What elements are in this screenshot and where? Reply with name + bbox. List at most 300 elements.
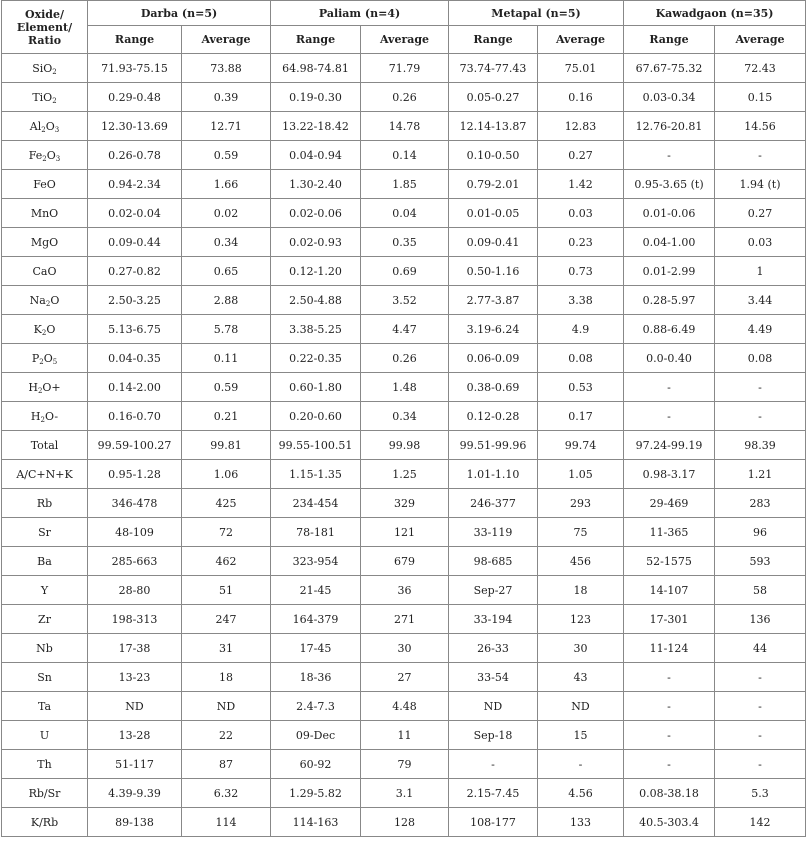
range-cell: 0.05-0.27 xyxy=(449,83,538,112)
row-label-subscript: 3 xyxy=(54,125,60,134)
row-label xyxy=(2,286,88,315)
row-label-text: Na xyxy=(29,293,46,307)
row-label xyxy=(2,344,88,373)
average-cell: 0.15 xyxy=(715,83,806,112)
row-label-text: Zr xyxy=(38,612,51,626)
table-row xyxy=(2,402,806,431)
range-cell: 21-45 xyxy=(271,576,361,605)
table-row xyxy=(2,54,806,83)
range-cell: 13-28 xyxy=(88,721,182,750)
group-header-kawadgaon: Kawadgaon (n=35) xyxy=(624,1,806,26)
range-cell: 0.20-0.60 xyxy=(271,402,361,431)
row-label xyxy=(2,54,88,83)
average-cell: 15 xyxy=(538,721,624,750)
range-header: Range xyxy=(624,26,715,54)
row-label-text: Y xyxy=(40,583,49,597)
row-label-text: Sn xyxy=(37,670,52,684)
average-cell: 133 xyxy=(538,808,624,837)
range-cell: Sep-18 xyxy=(449,721,538,750)
average-cell: 1.48 xyxy=(361,373,449,402)
range-cell: 0.22-0.35 xyxy=(271,344,361,373)
average-cell: - xyxy=(715,402,806,431)
average-cell: 3.38 xyxy=(538,286,624,315)
average-cell: 293 xyxy=(538,489,624,518)
average-cell: 75.01 xyxy=(538,54,624,83)
average-cell: 30 xyxy=(538,634,624,663)
range-header: Range xyxy=(449,26,538,54)
geochemistry-table xyxy=(1,0,806,837)
range-cell: 09-Dec xyxy=(271,721,361,750)
table-row xyxy=(2,286,806,315)
row-label-text: Ta xyxy=(37,699,52,713)
row-label-subscript: 2 xyxy=(39,357,44,366)
group-header-darba: Darba (n=5) xyxy=(88,1,271,26)
range-cell: 28-80 xyxy=(88,576,182,605)
average-cell: 27 xyxy=(361,663,449,692)
range-cell: 0.04-1.00 xyxy=(624,228,715,257)
average-cell: 114 xyxy=(182,808,271,837)
average-cell: 4.48 xyxy=(361,692,449,721)
range-cell: 2.15-7.45 xyxy=(449,779,538,808)
range-cell: 97.24-99.19 xyxy=(624,431,715,460)
row-label-text: FeO xyxy=(33,177,56,191)
average-cell: 0.04 xyxy=(361,199,449,228)
table-body xyxy=(2,54,806,837)
range-cell: 0.28-5.97 xyxy=(624,286,715,315)
row-label-text: Nb xyxy=(36,641,53,655)
row-label xyxy=(2,518,88,547)
row-label-text: Ba xyxy=(37,554,52,568)
row-label-text: Th xyxy=(37,757,52,771)
range-cell: 17-45 xyxy=(271,634,361,663)
average-cell: 0.35 xyxy=(361,228,449,257)
average-cell: 4.9 xyxy=(538,315,624,344)
average-cell: 1.42 xyxy=(538,170,624,199)
range-cell: 0.04-0.94 xyxy=(271,141,361,170)
range-cell: 0.79-2.01 xyxy=(449,170,538,199)
average-cell: 98.39 xyxy=(715,431,806,460)
average-cell: 1 xyxy=(715,257,806,286)
group-header-metapal: Metapal (n=5) xyxy=(449,1,624,26)
range-cell: - xyxy=(624,692,715,721)
row-label-text: O xyxy=(46,322,56,336)
table-row xyxy=(2,518,806,547)
range-cell: 246-377 xyxy=(449,489,538,518)
average-cell: 1.94 (t) xyxy=(715,170,806,199)
range-cell: 0.06-0.09 xyxy=(449,344,538,373)
table-row xyxy=(2,547,806,576)
range-cell: 0.16-0.70 xyxy=(88,402,182,431)
range-cell: 14-107 xyxy=(624,576,715,605)
row-label-text: Fe xyxy=(28,148,43,162)
average-cell: 679 xyxy=(361,547,449,576)
row-label xyxy=(2,402,88,431)
row-label-text: SiO xyxy=(32,61,53,75)
range-cell: 164-379 xyxy=(271,605,361,634)
average-cell: 0.03 xyxy=(538,199,624,228)
average-cell: 73.88 xyxy=(182,54,271,83)
average-cell: 136 xyxy=(715,605,806,634)
range-cell: 114-163 xyxy=(271,808,361,837)
table-row xyxy=(2,373,806,402)
row-label xyxy=(2,170,88,199)
range-cell: 67.67-75.32 xyxy=(624,54,715,83)
average-cell: 142 xyxy=(715,808,806,837)
range-cell: 89-138 xyxy=(88,808,182,837)
range-cell: ND xyxy=(449,692,538,721)
range-cell: 0.27-0.82 xyxy=(88,257,182,286)
row-label xyxy=(2,431,88,460)
row-label-subscript: 2 xyxy=(40,415,45,424)
average-cell: 11 xyxy=(361,721,449,750)
row-label xyxy=(2,547,88,576)
range-cell: 17-301 xyxy=(624,605,715,634)
average-cell: 4.47 xyxy=(361,315,449,344)
range-cell: - xyxy=(624,750,715,779)
row-label-text: K/Rb xyxy=(30,815,59,829)
range-cell: 108-177 xyxy=(449,808,538,837)
average-cell: 0.39 xyxy=(182,83,271,112)
row-label xyxy=(2,605,88,634)
average-cell: 99.74 xyxy=(538,431,624,460)
table-row xyxy=(2,489,806,518)
average-cell: 1.66 xyxy=(182,170,271,199)
range-cell: 73.74-77.43 xyxy=(449,54,538,83)
row-label-text: K xyxy=(33,322,42,336)
row-label-text: CaO xyxy=(32,264,57,278)
range-cell: 2.50-3.25 xyxy=(88,286,182,315)
average-cell: 0.26 xyxy=(361,83,449,112)
average-cell: 43 xyxy=(538,663,624,692)
range-cell: 13.22-18.42 xyxy=(271,112,361,141)
range-cell: 33-54 xyxy=(449,663,538,692)
row-label-text: O xyxy=(43,351,53,365)
row-label-text: Sr xyxy=(38,525,51,539)
average-cell: 14.78 xyxy=(361,112,449,141)
table-row xyxy=(2,460,806,489)
range-cell: 0.29-0.48 xyxy=(88,83,182,112)
average-cell: 14.56 xyxy=(715,112,806,141)
row-label xyxy=(2,141,88,170)
table-row xyxy=(2,721,806,750)
average-cell: 425 xyxy=(182,489,271,518)
range-cell: 0.01-2.99 xyxy=(624,257,715,286)
corner-header: Oxide/ Element/ Ratio xyxy=(2,1,88,54)
range-cell: 12.30-13.69 xyxy=(88,112,182,141)
range-cell: 71.93-75.15 xyxy=(88,54,182,83)
row-label xyxy=(2,692,88,721)
table-row xyxy=(2,83,806,112)
range-cell: 1.29-5.82 xyxy=(271,779,361,808)
table-row xyxy=(2,634,806,663)
row-label xyxy=(2,663,88,692)
average-cell: 99.98 xyxy=(361,431,449,460)
average-cell: 2.88 xyxy=(182,286,271,315)
row-label-text: MnO xyxy=(30,206,59,220)
average-header: Average xyxy=(538,26,624,54)
range-cell: 0.98-3.17 xyxy=(624,460,715,489)
average-cell: 79 xyxy=(361,750,449,779)
range-cell: ND xyxy=(88,692,182,721)
average-cell: 75 xyxy=(538,518,624,547)
row-label-text: H xyxy=(30,409,41,423)
range-cell: 0.02-0.93 xyxy=(271,228,361,257)
average-cell: 96 xyxy=(715,518,806,547)
row-label-text: O xyxy=(45,119,55,133)
average-cell: 5.78 xyxy=(182,315,271,344)
row-label xyxy=(2,228,88,257)
range-cell: 0.50-1.16 xyxy=(449,257,538,286)
average-cell: 4.56 xyxy=(538,779,624,808)
row-label xyxy=(2,721,88,750)
average-cell: 87 xyxy=(182,750,271,779)
average-cell: 30 xyxy=(361,634,449,663)
range-cell: 0.19-0.30 xyxy=(271,83,361,112)
average-cell: 58 xyxy=(715,576,806,605)
average-cell: - xyxy=(715,141,806,170)
range-cell: 29-469 xyxy=(624,489,715,518)
table-row xyxy=(2,199,806,228)
average-cell: 0.17 xyxy=(538,402,624,431)
range-cell: 0.95-1.28 xyxy=(88,460,182,489)
average-cell: 0.03 xyxy=(715,228,806,257)
average-cell: 0.34 xyxy=(361,402,449,431)
range-cell: - xyxy=(624,141,715,170)
range-cell: 0.03-0.34 xyxy=(624,83,715,112)
row-label xyxy=(2,576,88,605)
average-cell: 44 xyxy=(715,634,806,663)
range-cell: - xyxy=(624,721,715,750)
range-cell: 0.10-0.50 xyxy=(449,141,538,170)
average-cell: 0.59 xyxy=(182,141,271,170)
average-cell: 0.65 xyxy=(182,257,271,286)
range-cell: 60-92 xyxy=(271,750,361,779)
row-label-text: Al xyxy=(29,119,42,133)
average-cell: 1.06 xyxy=(182,460,271,489)
average-cell: - xyxy=(538,750,624,779)
range-cell: 51-117 xyxy=(88,750,182,779)
row-label-text: A/C+N+K xyxy=(16,467,73,481)
average-cell: 456 xyxy=(538,547,624,576)
average-cell: 51 xyxy=(182,576,271,605)
range-cell: 52-1575 xyxy=(624,547,715,576)
row-label-text: MgO xyxy=(30,235,59,249)
average-cell: 1.25 xyxy=(361,460,449,489)
row-label-text: O- xyxy=(44,409,59,423)
average-cell: 0.16 xyxy=(538,83,624,112)
table-row xyxy=(2,344,806,373)
range-cell: 234-454 xyxy=(271,489,361,518)
row-label-text: H xyxy=(28,380,38,394)
average-cell: 12.71 xyxy=(182,112,271,141)
average-cell: 12.83 xyxy=(538,112,624,141)
average-cell: 0.23 xyxy=(538,228,624,257)
range-cell: 0.04-0.35 xyxy=(88,344,182,373)
table-row xyxy=(2,663,806,692)
average-cell: - xyxy=(715,692,806,721)
range-cell: 0.38-0.69 xyxy=(449,373,538,402)
row-label xyxy=(2,83,88,112)
table-row xyxy=(2,170,806,199)
range-cell: 0.01-0.06 xyxy=(624,199,715,228)
range-cell: 12.14-13.87 xyxy=(449,112,538,141)
average-cell: 0.27 xyxy=(538,141,624,170)
range-cell: - xyxy=(624,663,715,692)
table-row xyxy=(2,228,806,257)
average-cell: 36 xyxy=(361,576,449,605)
average-cell: 18 xyxy=(538,576,624,605)
range-cell: 3.19-6.24 xyxy=(449,315,538,344)
range-cell: 3.38-5.25 xyxy=(271,315,361,344)
table-row xyxy=(2,605,806,634)
row-label-subscript: 5 xyxy=(52,357,58,366)
range-cell: 99.59-100.27 xyxy=(88,431,182,460)
row-label xyxy=(2,373,88,402)
row-label xyxy=(2,460,88,489)
table-row xyxy=(2,112,806,141)
average-cell: 0.27 xyxy=(715,199,806,228)
average-cell: 71.79 xyxy=(361,54,449,83)
row-label xyxy=(2,112,88,141)
table-row xyxy=(2,315,806,344)
range-cell: 18-36 xyxy=(271,663,361,692)
range-cell: 0.14-2.00 xyxy=(88,373,182,402)
row-label-subscript: 3 xyxy=(55,154,61,163)
row-label-subscript: 2 xyxy=(42,154,47,163)
average-cell: 0.26 xyxy=(361,344,449,373)
row-label xyxy=(2,634,88,663)
row-label xyxy=(2,315,88,344)
range-cell: 48-109 xyxy=(88,518,182,547)
average-cell: 3.1 xyxy=(361,779,449,808)
average-header: Average xyxy=(182,26,271,54)
range-cell: 0.12-1.20 xyxy=(271,257,361,286)
row-label xyxy=(2,489,88,518)
range-cell: 12.76-20.81 xyxy=(624,112,715,141)
range-cell: 0.02-0.06 xyxy=(271,199,361,228)
range-cell: Sep-27 xyxy=(449,576,538,605)
average-cell: 22 xyxy=(182,721,271,750)
group-header-paliam: Paliam (n=4) xyxy=(271,1,449,26)
average-cell: - xyxy=(715,373,806,402)
row-label-text: TiO xyxy=(32,90,53,104)
average-cell: 72.43 xyxy=(715,54,806,83)
average-cell: 3.52 xyxy=(361,286,449,315)
average-cell: 329 xyxy=(361,489,449,518)
average-cell: 4.49 xyxy=(715,315,806,344)
range-cell: - xyxy=(449,750,538,779)
range-cell: 0.09-0.41 xyxy=(449,228,538,257)
row-label-text: Total xyxy=(30,438,59,452)
range-cell: 0.12-0.28 xyxy=(449,402,538,431)
table-row xyxy=(2,576,806,605)
average-cell: 123 xyxy=(538,605,624,634)
average-header: Average xyxy=(715,26,806,54)
row-label-subscript: 2 xyxy=(37,386,43,395)
row-label xyxy=(2,779,88,808)
row-label-text: P xyxy=(31,351,40,365)
range-cell: 2.77-3.87 xyxy=(449,286,538,315)
table-row xyxy=(2,141,806,170)
average-cell: 3.44 xyxy=(715,286,806,315)
average-cell: 5.3 xyxy=(715,779,806,808)
range-cell: 0.08-38.18 xyxy=(624,779,715,808)
average-cell: 0.21 xyxy=(182,402,271,431)
range-cell: 1.15-1.35 xyxy=(271,460,361,489)
row-label-subscript: 2 xyxy=(52,67,57,76)
average-cell: ND xyxy=(182,692,271,721)
table-row xyxy=(2,808,806,837)
range-cell: 0.0-0.40 xyxy=(624,344,715,373)
average-cell: 0.11 xyxy=(182,344,271,373)
row-label-subscript: 2 xyxy=(45,299,51,308)
range-cell: 0.88-6.49 xyxy=(624,315,715,344)
range-cell: - xyxy=(624,373,715,402)
average-cell: - xyxy=(715,663,806,692)
average-cell: 0.69 xyxy=(361,257,449,286)
average-cell: 6.32 xyxy=(182,779,271,808)
row-label xyxy=(2,199,88,228)
average-cell: 0.08 xyxy=(715,344,806,373)
range-cell: 2.50-4.88 xyxy=(271,286,361,315)
row-label xyxy=(2,257,88,286)
row-label-text: O xyxy=(50,293,60,307)
average-cell: - xyxy=(715,721,806,750)
range-cell: 1.30-2.40 xyxy=(271,170,361,199)
row-label xyxy=(2,808,88,837)
average-header: Average xyxy=(361,26,449,54)
range-cell: 40.5-303.4 xyxy=(624,808,715,837)
range-cell: 0.09-0.44 xyxy=(88,228,182,257)
range-cell: 99.55-100.51 xyxy=(271,431,361,460)
row-label xyxy=(2,750,88,779)
range-cell: 1.01-1.10 xyxy=(449,460,538,489)
range-cell: 13-23 xyxy=(88,663,182,692)
average-cell: 72 xyxy=(182,518,271,547)
table-row xyxy=(2,431,806,460)
range-cell: 5.13-6.75 xyxy=(88,315,182,344)
range-header: Range xyxy=(88,26,182,54)
range-cell: 26-33 xyxy=(449,634,538,663)
range-cell: 64.98-74.81 xyxy=(271,54,361,83)
average-cell: 1.21 xyxy=(715,460,806,489)
average-cell: 99.81 xyxy=(182,431,271,460)
average-cell: 0.59 xyxy=(182,373,271,402)
range-cell: 346-478 xyxy=(88,489,182,518)
table-row xyxy=(2,779,806,808)
average-cell: 283 xyxy=(715,489,806,518)
range-cell: 2.4-7.3 xyxy=(271,692,361,721)
row-label-subscript: 2 xyxy=(52,96,57,105)
average-cell: - xyxy=(715,750,806,779)
range-cell: 0.01-0.05 xyxy=(449,199,538,228)
average-cell: 1.05 xyxy=(538,460,624,489)
row-label-subscript: 2 xyxy=(41,125,46,134)
range-cell: 33-194 xyxy=(449,605,538,634)
average-cell: 0.08 xyxy=(538,344,624,373)
range-cell: 17-38 xyxy=(88,634,182,663)
average-cell: 1.85 xyxy=(361,170,449,199)
range-cell: 0.94-2.34 xyxy=(88,170,182,199)
range-header: Range xyxy=(271,26,361,54)
range-cell: 99.51-99.96 xyxy=(449,431,538,460)
range-cell: 4.39-9.39 xyxy=(88,779,182,808)
row-label-text: U xyxy=(39,728,50,742)
average-cell: 31 xyxy=(182,634,271,663)
table-row xyxy=(2,750,806,779)
range-cell: 11-124 xyxy=(624,634,715,663)
range-cell: 78-181 xyxy=(271,518,361,547)
